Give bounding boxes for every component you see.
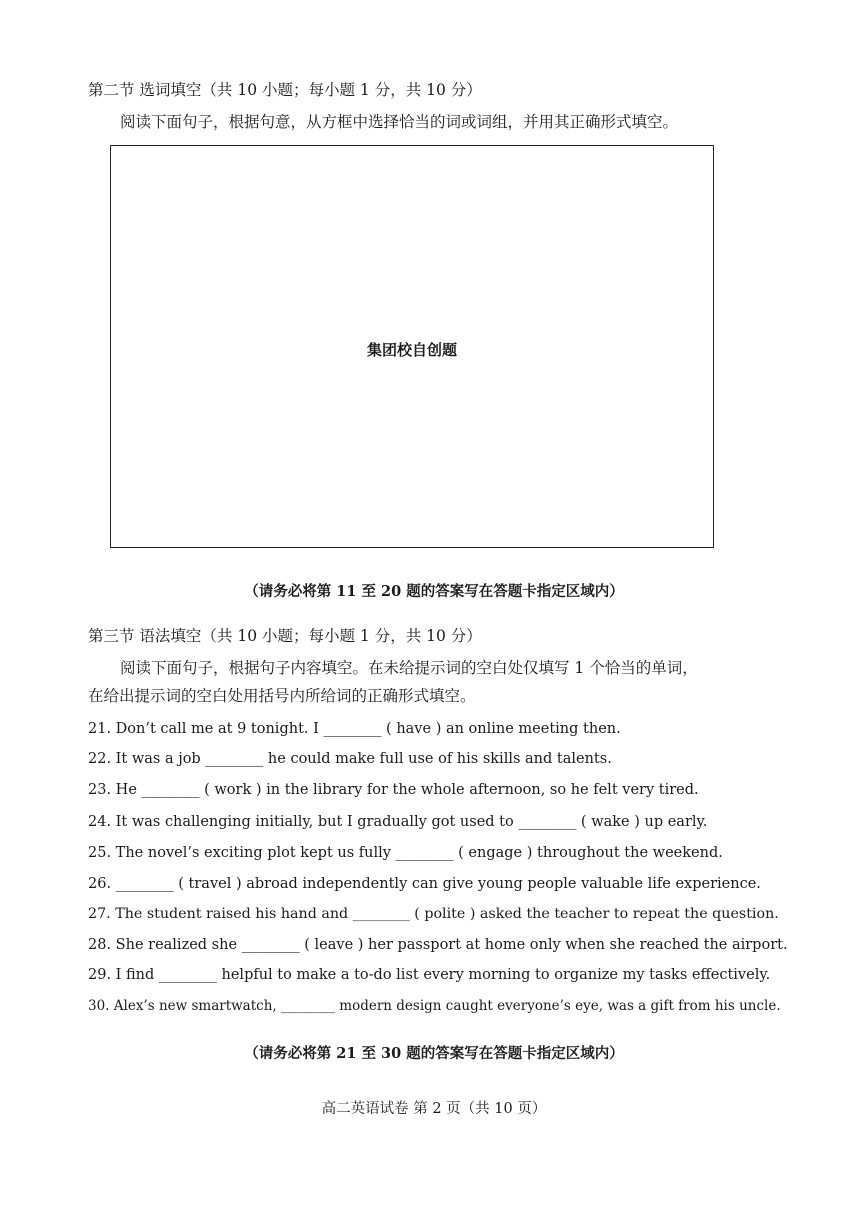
page-footer: 高二英语试卷 第 2 页（共 10 页） <box>321 1101 547 1117</box>
question-26: 26. ________ ( travel ) abroad independently can give young people valuable life experience. <box>88 876 761 892</box>
question-29: 29. I find ________ helpful to make a to-do list every morning to organize my tasks effectively. <box>88 967 771 983</box>
question-27: 27. The student raised his hand and ________ ( polite ) asked the teacher to repeat the question. <box>88 906 779 922</box>
question-28: 28. She realized she ________ ( leave ) her passport at home only when she reached the airport. <box>88 937 788 953</box>
question-21: 21. Don’t call me at 9 tonight. I ________ ( have ) an online meeting then. <box>88 721 621 737</box>
question-30: 30. Alex’s new smartwatch, ________ modern design caught everyone’s eye, was a gift from his uncle. <box>88 998 781 1014</box>
word-box-label: 集团校自创题 <box>366 341 457 359</box>
section2-heading: 第二节 选词填空（共 10 小题；每小题 1 分，共 10 分） <box>88 81 482 99</box>
section3-heading: 第三节 语法填空（共 10 小题；每小题 1 分，共 10 分） <box>88 627 482 645</box>
section3-instruction-line2: 在给出提示词的空白处用括号内所给词的正确形式填空。 <box>88 687 476 705</box>
question-24: 24. It was challenging initially, but I gradually got used to ________ ( wake ) up early. <box>88 814 708 830</box>
question-23: 23. He ________ ( work ) in the library for the whole afternoon, so he felt very tired. <box>88 782 699 798</box>
section3-note: （请务必将第 21 至 30 题的答案写在答题卡指定区域内） <box>244 1045 624 1062</box>
section3-instruction-line1: 阅读下面句子，根据句子内容填空。在未给提示词的空白处仅填写 1 个恰当的单词， <box>120 659 698 677</box>
question-22: 22. It was a job ________ he could make full use of his skills and talents. <box>88 751 612 767</box>
section2-instruction: 阅读下面句子，根据句意，从方框中选择恰当的词或词组，并用其正确形式填空。 <box>120 113 679 131</box>
word-box <box>110 145 714 548</box>
section2-note: （请务必将第 11 至 20 题的答案写在答题卡指定区域内） <box>244 583 624 600</box>
question-25: 25. The novel’s exciting plot kept us fully ________ ( engage ) throughout the weekend. <box>88 845 723 861</box>
